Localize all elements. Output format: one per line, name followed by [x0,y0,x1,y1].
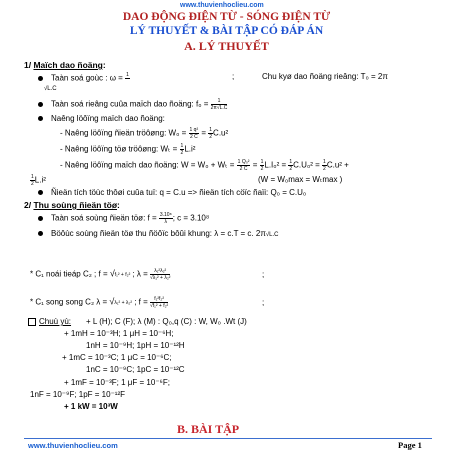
total-energy-text: - Naêng löôïng maïch dao ñoäng: W = W₀ + Wₜ = [60,160,237,170]
fraction-icon: λ₁² + λ₂² [114,299,133,306]
line1-semicolon: ; [232,72,235,81]
fraction-icon: 1 [126,72,129,78]
wavelength-text: Böôùc soùng ñieän töø thu ñöôïc bôûi khung: λ = c.T = c. 2π [51,229,266,238]
bullet-icon [38,216,43,221]
line-magnetic-energy [60,143,195,156]
wave-frequency-end: ; c = 3.10⁸ [172,213,210,223]
line-charge [38,188,306,197]
sqrt-lc-icon: √L.C [44,86,57,92]
notes-title: Chuù yù: [39,317,72,326]
fraction-icon: $\frac{\text{λ₁²λ₂²}}{\text{√λ₁² + λ₂²}}$ [150,268,171,281]
bullet-icon [38,102,43,107]
section1-heading [24,60,106,70]
line-energy [38,114,165,123]
line-energy-max: (W = W₀max = Wₜmax ) [258,175,343,184]
section2-heading [24,200,120,210]
line-period: Chu kyø dao ñoäng rieâng: T₀ = 2π [262,72,388,81]
fraction-icon: $\frac{\text{3.10⁸}}{\lambda}$ [159,212,172,225]
line-series-end: ; [262,270,265,279]
title-part-a: A. LÝ THUYẾT [184,39,269,53]
energy-text: Naêng löôïng maïch dao ñoäng: [51,114,165,123]
line-total-energy: - Naêng löôïng maïch dao ñoäng: W = W₀ + Wₜ = $\frac{\text{1 Q₀²}}{2 C}$ = $\frac{1}{2}$ L.I₀² = $\frac{1}{2}$ C.U₀² = $\frac{1}{2}$ C.u² + [60,159,349,172]
header-url[interactable]: www.thuvienhoclieu.com [180,2,264,9]
wave-frequency-text: Taàn soá soùng ñieän töø: f = [51,213,159,223]
title-subtitle: LÝ THUYẾT & BÀI TẬP CÓ ĐÁP ÁN [129,25,324,37]
bullet-icon [38,116,43,121]
line-wavelength [38,229,278,238]
fraction-icon: $\frac{1}{2\pi√L.C}$ [210,98,228,111]
section2-number: 2/ [24,200,34,210]
line-parallel-capacitors: * C₁ song song C₂ λ = √ λ₁² + λ₂² ; f = $\frac{\text{f₁²f₂²}}{\text{√f₁² + f₂²}}$ [30,296,169,309]
sqrt-lc-icon: √L.C [265,232,279,238]
charge-text: Ñieän tích töùc thôøi cuûa tuï: q = C.u => ñieän tích cöïc ñaïi: Q₀ = C.U₀ [51,188,307,197]
page-number: Page 1 [398,440,422,450]
line-wave-frequency [38,212,209,225]
footer-rule [24,438,432,439]
fraction-icon: $\frac{\text{f₁²f₂²}}{\text{√f₁² + f₂²}}$ [150,296,169,309]
section1-number: 1/ [24,60,34,70]
total-energy-cu: C.U [293,160,307,170]
natural-frequency-text: Taàn soá rieâng cuûa maïch dao ñoäng: f₀ = [51,99,211,109]
section1-title: Maïch dao ñoäng [33,60,103,70]
fraction-icon: $\frac{1}{2}$ [209,127,213,140]
line-total-energy-cont [30,174,46,187]
section2-title: Thu soùng ñieän töø [33,200,118,210]
fraction-icon: $\frac{1}{2}$ [289,159,293,172]
parallel-text: * C₁ song song C₂ λ = [30,297,110,307]
note-henry-2: 1nH = 10⁻⁹H; 1pH = 10⁻¹²H [86,341,185,350]
fraction-icon: $\frac{1}{2}$ [31,174,34,187]
total-energy-end: C.u² + [326,160,349,170]
line-angular-frequency [38,72,130,85]
line-electric-energy: - Naêng löôïng ñieän tröôøng: W₀ = $\frac{\text{1 q²}}{2 C}$ = $\frac{1}{2}$ C.u² [60,127,229,140]
note-units: + L (H); C (F); λ (M) : Q₀,q (C) : W, W₀ .Wt (J) [86,317,247,326]
fraction-icon: f₁² + f₂² [114,271,131,278]
note-farad-2: 1nF = 10⁻⁹F; 1pF = 10⁻¹²F [30,390,126,399]
magnetic-energy-end: L.i² [184,144,196,154]
note-coulomb-2: 1nC = 10⁻⁹C; 1pC = 10⁻¹²C [86,365,185,374]
electric-energy-text: - Naêng löôïng ñieän tröôøng: W₀ = [60,128,189,138]
note-coulomb-1: + 1mC = 10⁻³C; 1 μC = 10⁻⁶C; [62,353,172,362]
checkbox-icon [28,318,36,326]
bullet-icon [38,190,43,195]
fraction-icon: $\frac{1}{2}$ [180,143,184,156]
note-farad-1: + 1mF = 10⁻³F; 1 μF = 10⁻⁶F; [64,378,170,387]
note-henry-1: + 1mH = 10⁻³H; 1 μH = 10⁻⁶H; [64,329,174,338]
total-energy-li: L.i² [34,175,46,185]
electric-energy-end: C.u² [213,128,229,138]
fraction-icon: $\frac{1}{2}$ [323,159,326,172]
line-parallel-end: ; [262,298,265,307]
part-b-title: B. BÀI TẬP [177,422,240,436]
fraction-icon: $\frac{\text{1 Q₀²}}{2 C}$ [237,159,250,172]
note-watt: + 1 kW = 10³W [64,402,118,411]
line-natural-frequency [38,98,227,111]
series-text: * C₁ noái tieáp C₂ ; f = [30,269,110,279]
angular-frequency-text: Taàn soá goùc : ω = [51,73,126,83]
section2-colon: : [117,200,120,210]
line-series-capacitors: * C₁ noái tieáp C₂ ; f = √ f₁² + f₂² ; λ = $\frac{\text{λ₁²λ₂²}}{\text{√λ₁² + λ₂²}}$ [30,268,171,281]
section1-colon: : [102,60,106,70]
notes-label [28,317,71,326]
footer-url[interactable]: www.thuvienhoclieu.com [28,441,118,450]
bullet-icon [38,231,43,236]
bullet-icon [38,76,43,81]
fraction-icon: $\frac{\text{1 q²}}{2 C}$ [189,127,199,140]
fraction-icon: $\frac{1}{2}$ [260,159,264,172]
magnetic-energy-text: - Naêng löôïng töø tröôøng: Wₜ = [60,144,180,154]
title-topic: DAO ĐỘNG ĐIỆN TỪ - SÓNG ĐIỆN TỪ [122,11,331,23]
